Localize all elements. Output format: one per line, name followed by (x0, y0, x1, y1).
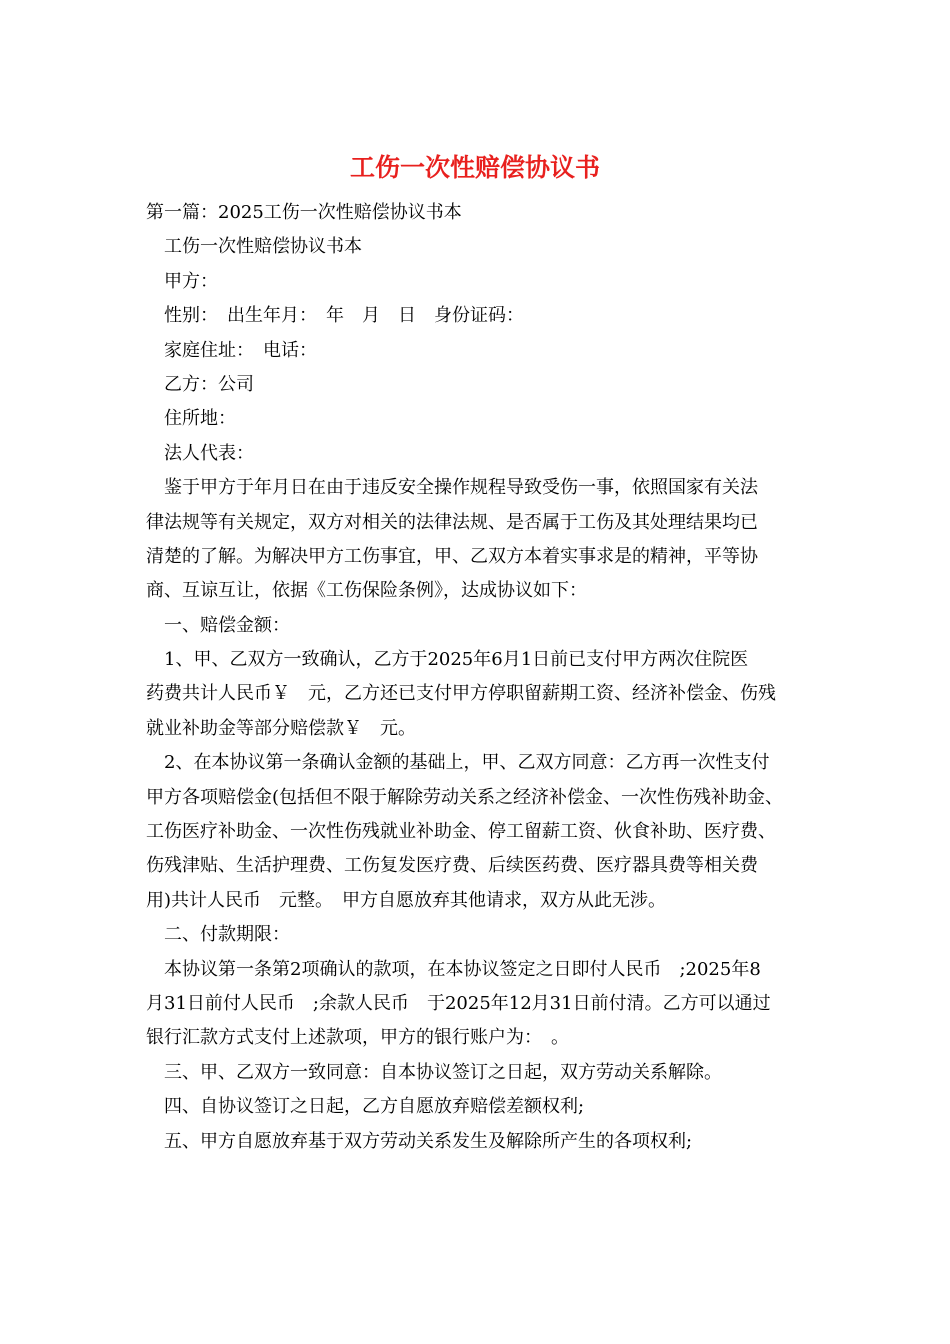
document-title: 工伤一次性赔偿协议书 (349, 153, 600, 182)
body-line: 银行汇款方式支付上述款项，甲方的银行账户为： 。 (146, 1027, 569, 1049)
body-line: 就业补助金等部分赔偿款￥ 元。 (146, 717, 416, 739)
body-line: 二、付款期限： (164, 924, 290, 946)
body-line: 法人代表： (164, 442, 254, 464)
body-line: 一、赔偿金额： (164, 614, 290, 636)
body-line: 清楚的了解。为解决甲方工伤事宜，甲、乙双方本着实事求是的精神，平等协 (146, 545, 758, 567)
body-line: 三、甲、乙双方一致同意：自本协议签订之日起，双方劳动关系解除。 (164, 1061, 722, 1083)
body-line: 律法规等有关规定，双方对相关的法律法规、是否属于工伤及其处理结果均已 (146, 511, 758, 533)
body-line: 本协议第一条第2项确认的款项，在本协议签定之日即付人民币 ;2025年8 (164, 958, 761, 980)
body-line: 2、在本协议第一条确认金额的基础上，甲、乙双方同意：乙方再一次性支付 (164, 752, 770, 774)
body-line: 月31日前付人民币 ;余款人民币 于2025年12月31日前付清。乙方可以通过 (146, 992, 771, 1014)
body-line: 家庭住址： 电话： (164, 339, 317, 361)
document-body (146, 196, 826, 1159)
body-line: 乙方：公司 (164, 373, 254, 395)
body-line: 性别： 出生年月： 年 月 日 身份证码： (164, 305, 524, 327)
body-line: 四、自协议签订之日起，乙方自愿放弃赔偿差额权利; (164, 1096, 585, 1118)
body-line: 伤残津贴、生活护理费、工伤复发医疗费、后续医药费、医疗器具费等相关费 (146, 855, 758, 877)
body-line: 住所地： (164, 408, 236, 430)
body-line: 工伤一次性赔偿协议书本 (164, 236, 362, 258)
body-line: 药费共计人民币￥ 元，乙方还已支付甲方停职留薪期工资、经济补偿金、伤残 (146, 683, 776, 705)
body-line: 五、甲方自愿放弃基于双方劳动关系发生及解除所产生的各项权利; (164, 1130, 693, 1152)
body-line: 用)共计人民币 元整。 甲方自愿放弃其他请求，双方从此无涉。 (146, 889, 667, 911)
body-line: 甲方： (164, 270, 218, 292)
body-line: 1、甲、乙双方一致确认，乙方于2025年6月1日前已支付甲方两次住院医 (164, 649, 749, 671)
body-line: 工伤医疗补助金、一次性伤残就业补助金、停工留薪工资、伙食补助、医疗费、 (146, 821, 776, 843)
body-line: 商、互谅互让，依据《工伤保险条例》，达成协议如下： (146, 580, 587, 602)
body-line: 鉴于甲方于年月日在由于违反安全操作规程导致受伤一事，依照国家有关法 (164, 477, 758, 499)
body-line: 甲方各项赔偿金(包括但不限于解除劳动关系之经济补偿金、一次性伤残补助金、 (146, 786, 784, 808)
body-line: 第一篇：2025工伤一次性赔偿协议书本 (146, 202, 462, 223)
